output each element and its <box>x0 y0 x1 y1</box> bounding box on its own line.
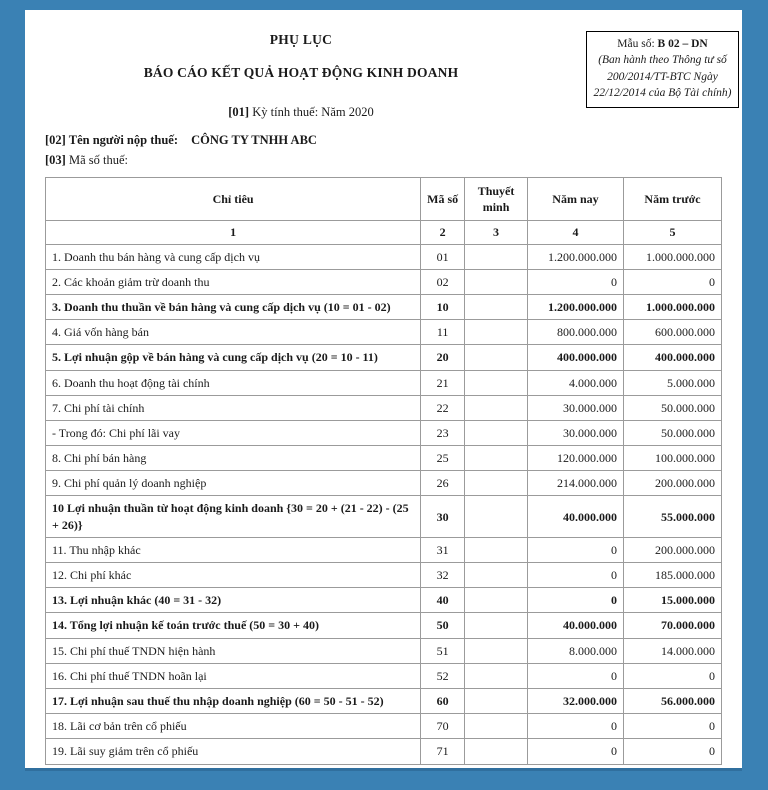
field-02-tag: [02] <box>45 133 66 147</box>
cell-note <box>465 638 528 663</box>
header-indicator: Chỉ tiêu <box>46 178 421 221</box>
cell-indicator: 1. Doanh thu bán hàng và cung cấp dịch vụ <box>46 244 421 269</box>
cell-current-year: 214.000.000 <box>527 471 623 496</box>
taxpayer-name-value: CÔNG TY TNHH ABC <box>191 133 317 147</box>
field-tax-code <box>45 153 722 168</box>
cell-code: 51 <box>421 638 465 663</box>
cell-note <box>465 688 528 713</box>
column-index-5: 5 <box>623 221 721 244</box>
table-row <box>46 269 722 294</box>
cell-indicator: 6. Doanh thu hoạt động tài chính <box>46 370 421 395</box>
cell-current-year: 40.000.000 <box>527 496 623 537</box>
header-previous-year: Năm trước <box>623 178 721 221</box>
cell-current-year: 0 <box>527 739 623 764</box>
table-row <box>46 294 722 319</box>
document-page <box>25 10 742 768</box>
cell-code: 71 <box>421 739 465 764</box>
field-02-label: Tên người nộp thuế: <box>68 133 178 147</box>
cell-code: 21 <box>421 370 465 395</box>
cell-note <box>465 496 528 537</box>
table-row <box>46 471 722 496</box>
cell-current-year: 1.200.000.000 <box>527 244 623 269</box>
cell-indicator: 7. Chi phí tài chính <box>46 395 421 420</box>
cell-indicator: 19. Lãi suy giảm trên cổ phiếu <box>46 739 421 764</box>
cell-code: 10 <box>421 294 465 319</box>
column-index-1: 1 <box>46 221 421 244</box>
form-number-line <box>592 36 733 52</box>
cell-code: 70 <box>421 714 465 739</box>
cell-note <box>465 294 528 319</box>
cell-note <box>465 269 528 294</box>
table-row <box>46 588 722 613</box>
header-note: Thuyết minh <box>465 178 528 221</box>
table-row <box>46 688 722 713</box>
field-01-text: Kỳ tính thuế: Năm 2020 <box>252 105 374 119</box>
cell-code: 31 <box>421 537 465 562</box>
cell-previous-year: 5.000.000 <box>623 370 721 395</box>
cell-previous-year: 600.000.000 <box>623 320 721 345</box>
cell-code: 20 <box>421 345 465 370</box>
cell-current-year: 0 <box>527 269 623 294</box>
cell-code: 30 <box>421 496 465 537</box>
cell-note <box>465 588 528 613</box>
cell-code: 52 <box>421 663 465 688</box>
cell-code: 32 <box>421 563 465 588</box>
column-index-3: 3 <box>465 221 528 244</box>
table-row <box>46 395 722 420</box>
cell-code: 50 <box>421 613 465 638</box>
table-header <box>46 178 722 245</box>
table-row <box>46 663 722 688</box>
cell-indicator: 3. Doanh thu thuần về bán hàng và cung cấp dịch vụ (10 = 01 - 02) <box>46 294 421 319</box>
cell-previous-year: 0 <box>623 269 721 294</box>
field-03-label: Mã số thuế: <box>68 153 128 167</box>
cell-current-year: 120.000.000 <box>527 446 623 471</box>
cell-note <box>465 714 528 739</box>
cell-previous-year: 185.000.000 <box>623 563 721 588</box>
column-index-2: 2 <box>421 221 465 244</box>
table-row <box>46 420 722 445</box>
cell-current-year: 4.000.000 <box>527 370 623 395</box>
cell-previous-year: 100.000.000 <box>623 446 721 471</box>
cell-code: 40 <box>421 588 465 613</box>
column-index-row <box>46 221 722 244</box>
cell-previous-year: 70.000.000 <box>623 613 721 638</box>
cell-code: 22 <box>421 395 465 420</box>
table-row <box>46 244 722 269</box>
cell-current-year: 8.000.000 <box>527 638 623 663</box>
cell-note <box>465 537 528 562</box>
cell-indicator: 2. Các khoản giảm trừ doanh thu <box>46 269 421 294</box>
cell-current-year: 30.000.000 <box>527 420 623 445</box>
cell-previous-year: 1.000.000.000 <box>623 244 721 269</box>
cell-indicator: 12. Chi phí khác <box>46 563 421 588</box>
cell-previous-year: 55.000.000 <box>623 496 721 537</box>
cell-previous-year: 15.000.000 <box>623 588 721 613</box>
cell-note <box>465 395 528 420</box>
cell-previous-year: 56.000.000 <box>623 688 721 713</box>
cell-note <box>465 420 528 445</box>
report-table-body <box>46 244 722 764</box>
cell-previous-year: 200.000.000 <box>623 471 721 496</box>
form-number-box <box>586 31 739 108</box>
cell-previous-year: 0 <box>623 739 721 764</box>
cell-current-year: 800.000.000 <box>527 320 623 345</box>
appendix-title: PHỤ LỤC <box>269 32 333 47</box>
cell-note <box>465 320 528 345</box>
column-index-4: 4 <box>527 221 623 244</box>
cell-indicator: 16. Chi phí thuế TNDN hoãn lại <box>46 663 421 688</box>
form-number-code: B 02 – DN <box>657 38 708 50</box>
cell-current-year: 0 <box>527 563 623 588</box>
cell-note <box>465 446 528 471</box>
cell-current-year: 0 <box>527 537 623 562</box>
cell-current-year: 0 <box>527 663 623 688</box>
cell-code: 26 <box>421 471 465 496</box>
table-row <box>46 537 722 562</box>
cell-previous-year: 400.000.000 <box>623 345 721 370</box>
cell-code: 11 <box>421 320 465 345</box>
cell-indicator: 14. Tổng lợi nhuận kế toán trước thuế (50 = 30 + 40) <box>46 613 421 638</box>
cell-previous-year: 1.000.000.000 <box>623 294 721 319</box>
table-row <box>46 739 722 764</box>
cell-indicator: 10 Lợi nhuận thuần từ hoạt động kinh doanh {30 = 20 + (21 - 22) - (25 + 26)} <box>46 496 421 537</box>
cell-indicator: 17. Lợi nhuận sau thuế thu nhập doanh nghiệp (60 = 50 - 51 - 52) <box>46 688 421 713</box>
report-title: BÁO CÁO KẾT QUẢ HOẠT ĐỘNG KINH DOANH <box>143 65 459 80</box>
cell-indicator: 11. Thu nhập khác <box>46 537 421 562</box>
table-row <box>46 613 722 638</box>
header-current-year: Năm nay <box>527 178 623 221</box>
field-taxpayer-name <box>45 133 722 148</box>
cell-note <box>465 345 528 370</box>
document-header <box>45 32 557 120</box>
table-row <box>46 320 722 345</box>
cell-current-year: 0 <box>527 714 623 739</box>
field-03-tag: [03] <box>45 153 66 167</box>
cell-note <box>465 613 528 638</box>
cell-current-year: 0 <box>527 588 623 613</box>
income-statement-table <box>45 177 722 765</box>
cell-indicator: 18. Lãi cơ bản trên cổ phiếu <box>46 714 421 739</box>
cell-indicator: - Trong đó: Chi phí lãi vay <box>46 420 421 445</box>
cell-note <box>465 663 528 688</box>
table-row <box>46 496 722 537</box>
form-number-label: Mẫu số: <box>617 38 655 50</box>
cell-previous-year: 50.000.000 <box>623 395 721 420</box>
table-row <box>46 563 722 588</box>
cell-code: 25 <box>421 446 465 471</box>
cell-previous-year: 50.000.000 <box>623 420 721 445</box>
cell-previous-year: 14.000.000 <box>623 638 721 663</box>
cell-code: 02 <box>421 269 465 294</box>
table-row <box>46 714 722 739</box>
cell-indicator: 15. Chi phí thuế TNDN hiện hành <box>46 638 421 663</box>
cell-indicator: 9. Chi phí quản lý doanh nghiệp <box>46 471 421 496</box>
table-row <box>46 370 722 395</box>
cell-code: 01 <box>421 244 465 269</box>
cell-note <box>465 739 528 764</box>
cell-code: 60 <box>421 688 465 713</box>
cell-current-year: 1.200.000.000 <box>527 294 623 319</box>
cell-indicator: 13. Lợi nhuận khác (40 = 31 - 32) <box>46 588 421 613</box>
cell-current-year: 32.000.000 <box>527 688 623 713</box>
header-code: Mã số <box>421 178 465 221</box>
cell-previous-year: 200.000.000 <box>623 537 721 562</box>
cell-current-year: 400.000.000 <box>527 345 623 370</box>
cell-note <box>465 563 528 588</box>
table-row <box>46 345 722 370</box>
field-01-tag: [01] <box>228 105 250 119</box>
table-header-row <box>46 178 722 221</box>
cell-indicator: 4. Giá vốn hàng bán <box>46 320 421 345</box>
cell-note <box>465 370 528 395</box>
cell-current-year: 30.000.000 <box>527 395 623 420</box>
cell-previous-year: 0 <box>623 714 721 739</box>
cell-previous-year: 0 <box>623 663 721 688</box>
table-row <box>46 446 722 471</box>
cell-code: 23 <box>421 420 465 445</box>
cell-current-year: 40.000.000 <box>527 613 623 638</box>
cell-note <box>465 244 528 269</box>
form-issuance-note: (Ban hành theo Thông tư số 200/2014/TT-BTC Ngày 22/12/2014 của Bộ Tài chính) <box>593 54 732 99</box>
cell-indicator: 8. Chi phí bán hàng <box>46 446 421 471</box>
field-tax-period <box>45 105 557 120</box>
cell-indicator: 5. Lợi nhuận gộp về bán hàng và cung cấp dịch vụ (20 = 10 - 11) <box>46 345 421 370</box>
cell-note <box>465 471 528 496</box>
table-row <box>46 638 722 663</box>
